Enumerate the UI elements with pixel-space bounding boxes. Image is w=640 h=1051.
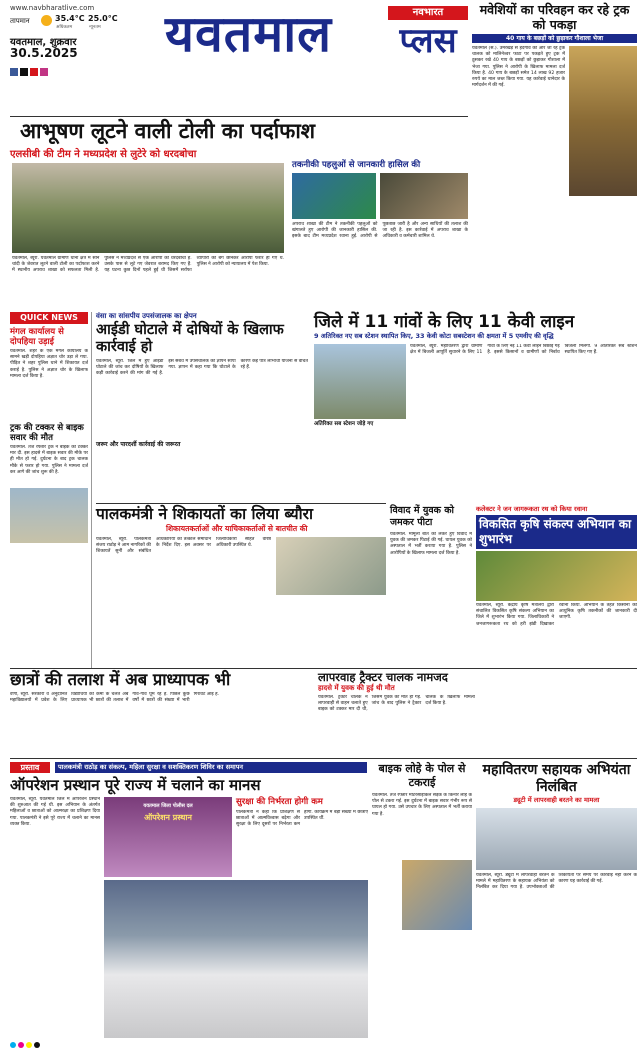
cattle-truck-photo — [569, 46, 637, 196]
agri-headline-box — [476, 515, 637, 549]
masthead-title: यवतमाल — [165, 5, 333, 63]
quick-item2-headline: ट्रक की टक्कर से बाइक सवार की मौत — [10, 423, 84, 443]
cattle-story — [472, 2, 637, 234]
power-story — [314, 312, 637, 502]
guardian-body: यवतमाल, ब्यूरो. पालकमंत्री संजय राठोड़ ने आम नागरिकों की शिकायतें सुनीं और संबंधित अधिकारियों को तत्काल समाधान के निर्देश दिए. इस अवसर पर जिलाधिकारी सहित वरिष्ठ अधिकारी उपस्थित थे. — [96, 537, 271, 555]
idbi-headline: आईडी घोटाले में दोषियों के खिलाफ कार्रवाई हो — [96, 322, 284, 355]
bike-story — [372, 762, 472, 1038]
power-sub-headline: अतिरिक्त सब स्टेशन जोड़े गए — [314, 421, 374, 427]
lead-body: यवतमाल, ब्यूरो. यवतमाल ग्रामीण थाना क्षेत्र में सोने चांदी के जेवरात लूटने वाली टोली का पर्दाफाश करने में स्थानीय अपराध शाखा को सफलता मिली है. पुलिस ने मध्यप्रदेश से एक आरोपी को धरदबोचा है. उसके पास से लूटे गए जेवरात बरामद किए गए हैं. यह घटना कुछ दिनों पहले हुई थी जिसमें सर्राफा व्यापारी की बैग छीनकर आरोपी फरार हो गए थे. पुलिस ने आरोपी को न्यायालय में पेश किया. — [12, 256, 284, 274]
agri-kicker: कलेक्टर ने जन जागरूकता रथ को किया रवाना — [476, 505, 588, 513]
tech-story — [292, 160, 468, 310]
power-body-cont — [314, 428, 637, 488]
instagram-icon[interactable] — [40, 68, 48, 76]
facebook-icon[interactable] — [10, 68, 18, 76]
tractor-subhead: हादसे में युवक की हुई थी मौत — [318, 684, 395, 692]
accident-photo — [10, 488, 88, 543]
city-day: यवतमाल, शुक्रवार — [10, 37, 77, 48]
idbi-story — [96, 312, 308, 502]
tractor-headline: लापरवाह ट्रैक्टर चालक नामजद — [318, 670, 448, 684]
idbi-body-cont — [96, 449, 308, 493]
quick-news — [10, 312, 88, 668]
mseb-substation-photo — [476, 808, 637, 870]
divider — [10, 116, 468, 117]
idbi-body: यवतमाल, ब्यूरो. जिले में हुए आईडी घोटाले की जांच कर दोषियों के खिलाफ कड़ी कार्रवाई करने की मांग की गई है. इस संबंध में उपसंचालक को ज्ञापन सौंपा गया. ज्ञापन में कहा गया कि घोटाले के कारण कई पात्र लाभार्थी योजना से वंचित रहे हैं. — [96, 359, 308, 377]
quick-item1-headline: मंगल कार्यालय से दोपहिया उड़ाई — [10, 327, 64, 347]
prasthan-stage-photo — [104, 797, 232, 877]
prasthan-body: यवतमाल, ब्यूरो. यवतमाल जिले में ऑपरेशन प्रस्थान की शुरुआत की गई थी. इस अभियान के अंतर्गत महिलाओं व छात्राओं को आत्मरक्षा का प्रशिक्षण दिया गया. पालकमंत्री ने इसे पूरे राज्य में चलाने का मानस व्यक्त किया. — [10, 797, 100, 827]
guardian-photo — [276, 537, 386, 595]
x-icon[interactable] — [20, 68, 28, 76]
issue-date: 30.5.2025 — [10, 46, 78, 60]
cattle-body: यवतमाल (सं.). उमरखेड़ से हदगांव की ओर जा रहे ट्रक चालक को मालिनेश्वर फाटा पर पकड़ते हुए ट्रक में ठूसकर रखे 40 गाय के बछड़ों को छुड़ाकर गौशाला में भेजा गया. पुलिस ने आरोपी के खिलाफ मामला दर्ज किया है. 40 गाय के बछड़ों समेत 14 लाख 92 हजार रुपये का माल जब्त किया गया. यह कार्रवाई थानेदार के मार्गदर्शन में की गई. — [472, 46, 565, 89]
tech-photo-1 — [292, 173, 376, 219]
lead-headline: आभूषण लूटने वाली टोली का पर्दाफाश — [20, 119, 316, 143]
prasthan-sub-body: पालकमंत्री ने कहा कि प्रशिक्षण से छात्राओं में आत्मविश्वास बढ़ेगा और सुरक्षा के लिए दूसरों पर निर्भरता कम होगी. कार्यक्रम में बड़ी संख्या में छात्राएं उपस्थित थीं. — [236, 810, 368, 828]
temp-max-label: अधिकतम — [56, 25, 73, 30]
site-url[interactable]: www.navbharatlive.com — [10, 4, 95, 12]
bike-body-cont — [372, 933, 472, 1043]
divider — [96, 503, 386, 504]
power-headline: जिले में 11 गांवों के लिए 11 केवी लाइन — [314, 312, 575, 332]
lead-police-photo — [12, 163, 284, 253]
cattle-subhead: 40 गाय के बछड़ों को छुड़ाकर गौशाला भेजा — [472, 34, 637, 43]
prasthan-sub — [236, 797, 368, 877]
brand-small: नवभारत — [388, 6, 468, 20]
lead-subhead: एलसीबी की टीम ने मध्यप्रदेश से लुटेरे को धरदबोचा — [10, 149, 197, 160]
idbi-sub-headline: जरूर और पारदर्शी कार्रवाई की जरूरत — [96, 441, 181, 448]
prasthan-crowd-photo — [104, 880, 368, 1038]
quick-item2-body-cont — [10, 546, 88, 606]
power-body: यवतमाल, ब्यूरो. महावितरण द्वारा ग्रामीण क्षेत्र में बिजली आपूर्ति सुधारने के लिए 11 गांवों के लिए नई 11 केवी लाइन बिछाई गई है. इससे किसानों व ग्रामीणों को निर्बाध बिजली मिलेगी. 9 अतिरिक्त सब स्टेशन स्थापित किए गए हैं. — [410, 344, 637, 356]
bike-headline: बाइक लोहे के पोल से टकराई — [378, 762, 466, 789]
registration-mark-magenta — [18, 1042, 24, 1048]
quick-item2-body: यवतमाल. तेज रफ्तार ट्रक ने बाइक को टक्कर मार दी. इस हादसे में बाइक सवार की मौके पर ही मौत हो गई. दुर्घटना के बाद ट्रक चालक मौके से फरार हो गया. पुलिस ने मामला दर्ज कर आगे की जांच शुरू की है. — [10, 445, 88, 475]
prasthan-tag: प्रस्ताव — [10, 762, 50, 773]
divider — [10, 758, 637, 759]
prasthan-banner-1: यवतमाल जिला पोलीस दल — [143, 803, 193, 809]
temp-min-label: न्यूनतम — [89, 25, 101, 30]
youtube-icon[interactable] — [30, 68, 38, 76]
tech-body: अपराध शाखा की टीम ने तकनीकी पहलुओं को खंगालते हुए आरोपी की जानकारी हासिल की. इसके बाद टीम मध्यप्रदेश रवाना हुई. आरोपी से पूछताछ जारी है और अन्य साथियों की तलाश की जा रही है. इस कार्रवाई में अपराध शाखा के अधिकारी व कर्मचारी शामिल थे. — [292, 222, 468, 240]
divider — [10, 668, 637, 669]
tractor-body: यवतमाल. ट्रैक्टर चालक ने लापरवाही से वाहन चलाते हुए बाइक को टक्कर मार दी थी, जिसमें युवक की मौत हो गई. जांच के बाद पुलिस ने ट्रैक्टर चालक के खिलाफ मामला दर्ज किया है. — [318, 695, 475, 713]
guardian-subhead: शिकायतकर्ताओं और याचिकाकर्ताओं से बातचीत की — [166, 524, 308, 533]
guardian-body-cont — [276, 598, 386, 662]
agri-story — [476, 505, 637, 665]
mseb-story — [476, 762, 637, 1038]
temp-min: 25.0°C — [88, 14, 118, 23]
mseb-headline: महावितरण सहायक अभियंता निलंबित — [482, 762, 631, 795]
students-story — [10, 670, 312, 756]
temp-label: तापमान — [10, 17, 30, 25]
agri-body-cont — [480, 670, 637, 756]
idbi-kicker: वंसा का सांसपीय उपसंजालक का क्षेपन — [96, 312, 197, 320]
divider — [91, 312, 92, 668]
dispute-body: यवतमाल. मामूली बात को लेकर हुए विवाद में युवक की जमकर पिटाई की गई. घायल युवक को अस्पताल में भर्ती कराया गया है. पुलिस ने आरोपियों के खिलाफ मामला दर्ज किया है. — [390, 532, 472, 556]
registration-mark-black — [34, 1042, 40, 1048]
guardian-headline: पालकमंत्री ने शिकायतों का लिया ब्यौरा — [96, 505, 313, 523]
tech-headline: तकनीकी पहलुओं से जानकारी हासिल की — [292, 160, 421, 170]
guardian-story — [96, 505, 386, 665]
brand-big: प्लस — [399, 21, 457, 61]
quick-item1-body: यवतमाल. शहर के एक मंगल कार्यालय के सामने खड़ी दोपहिया अज्ञात चोर उड़ा ले गया. पीड़ित ने शहर पुलिस थाने में शिकायत दर्ज कराई है. पुलिस ने अज्ञात चोर के खिलाफ मामला दर्ज किया है. — [10, 349, 88, 379]
prasthan-sub-headline: सुरक्षा की निर्भरता होगी कम — [236, 797, 323, 807]
tech-photo-2 — [380, 173, 468, 219]
power-subhead: 9 अतिरिक्त नए सब स्टेशन स्थापित किए, 33 केवी कोटा सबस्टेशन की क्षमता में 5 एमवीए की वृद्धि — [314, 332, 554, 340]
dispute-story — [390, 505, 472, 665]
brand-logo — [388, 6, 468, 66]
dispute-headline: विवाद में युवक को जमकर पीटा — [390, 505, 454, 528]
mseb-body: यवतमाल, ब्यूरो. ड्यूटी में लापरवाही बरतने के मामले में महावितरण के सहायक अभियंता को निलंबित कर दिया गया है. उपभोक्ताओं की शिकायतों पर समय पर कार्रवाई नहीं करने के कारण यह कार्रवाई की गई. — [476, 873, 637, 891]
power-substation-photo — [314, 344, 406, 419]
students-body: वणी, ब्यूरो. सरकारी व अनुदानित महाविद्यालयों में प्रवेश के लिए विद्यार्थियों की कमी के चलते अब प्राध्यापक भी छात्रों की तलाश में गांव-गांव घूम रहे हैं. पिछले कुछ वर्षों में छात्रों की संख्या में भारी गिरावट आई है. — [10, 692, 220, 704]
bike-photo — [402, 860, 472, 930]
students-headline: छात्रों की तलाश में अब प्राध्यापक भी — [10, 670, 231, 689]
cattle-headline: मवेशियों का परिवहन कर रहे ट्रक को पकड़ा — [479, 2, 630, 32]
prasthan-banner-2: ऑपरेशन प्रस्थान — [144, 813, 192, 822]
mseb-subhead: ड्यूटी में लापरवाही बरतने का मामला — [513, 796, 600, 804]
tractor-story — [318, 670, 475, 756]
agri-photo — [476, 551, 637, 601]
social-icons — [10, 61, 50, 69]
sun-icon — [41, 15, 52, 26]
bike-body: यवतमाल. तेज रफ्तार मोटरसाइकिल सड़क के किनारे लोहे के पोल से टकरा गई. इस दुर्घटना में बाइक सवार गंभीर रूप से घायल हो गया. उसे उपचार के लिए अस्पताल में भर्ती कराया गया है. — [372, 793, 472, 817]
prasthan-kicker-text: पालकमंत्री राठोड़ का संकल्प, महिला सुरक्षा व सशक्तिकरण शिविर का समापन — [58, 763, 244, 771]
registration-mark-cyan — [10, 1042, 16, 1048]
temp-max: 35.4°C — [55, 14, 85, 23]
registration-mark-yellow — [26, 1042, 32, 1048]
agri-headline: विकसित कृषि संकल्प अभियान का शुभारंभ — [479, 517, 632, 546]
prasthan-headline: ऑपरेशन प्रस्थान पूरे राज्य में चलाने का मानस — [10, 776, 261, 794]
prasthan-kicker — [55, 762, 367, 773]
quick-news-label: QUICK NEWS — [10, 312, 88, 324]
agri-body: यवतमाल, ब्यूरो. केंद्रीय कृषि मंत्रालय द्वारा संचालित विकसित कृषि संकल्प अभियान का जिले में शुभारंभ किया गया. जिलाधिकारी ने जनजागरूकता रथ को हरी झंडी दिखाकर रवाना किया. अभियान के तहत किसानों को आधुनिक कृषि तकनीकों की जानकारी दी जाएगी. — [476, 603, 637, 627]
